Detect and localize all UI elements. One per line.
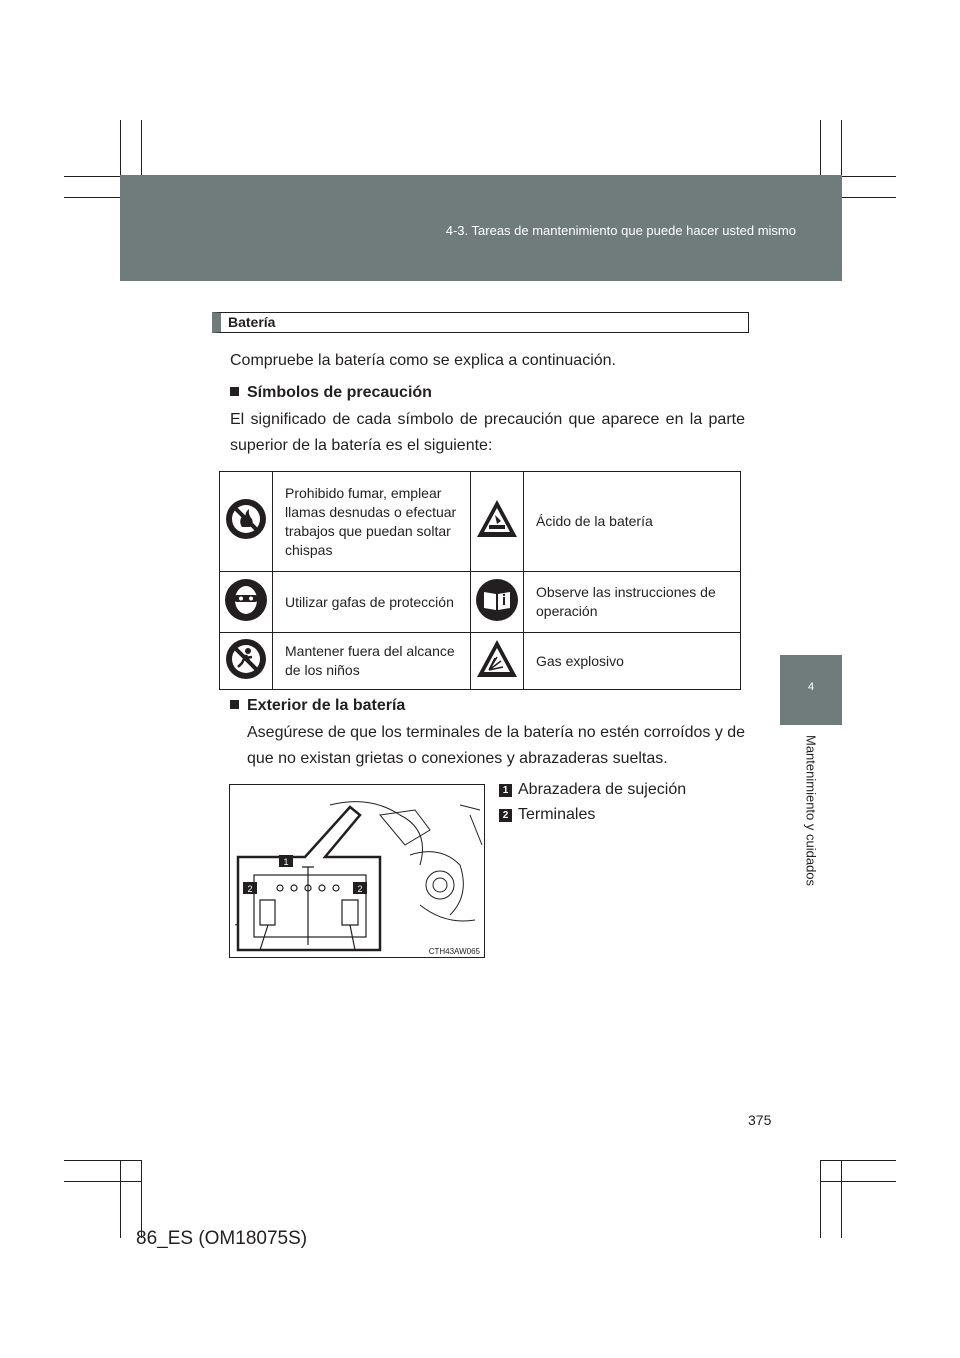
illustration-code: CTH43AW065 <box>428 947 480 956</box>
callout-1: 1 <box>283 857 289 867</box>
chapter-tab-label: Mantenimiento y cuidados <box>803 735 819 887</box>
symbols-table <box>219 471 741 690</box>
crop-mark <box>64 1160 142 1161</box>
symbol-cell <box>220 472 273 572</box>
symbol-label: Ácido de la batería <box>524 472 741 572</box>
table-row <box>220 633 741 690</box>
table-row <box>220 572 741 633</box>
symbol-label: Gas explosivo <box>524 633 741 690</box>
table-row <box>220 472 741 572</box>
keep-away-children-icon <box>224 637 268 681</box>
crop-mark <box>120 1160 121 1238</box>
chapter-tab <box>780 655 842 725</box>
no-fire-icon <box>224 497 268 541</box>
crop-mark <box>820 1160 896 1161</box>
explosive-gas-icon <box>475 637 519 681</box>
symbol-cell <box>220 633 273 690</box>
legend-label: Terminales <box>518 806 596 823</box>
symbols-heading: Símbolos de precaución <box>230 380 432 406</box>
symbol-cell <box>471 633 524 690</box>
battery-drawing <box>230 785 484 957</box>
chapter-number: 4 <box>807 681 815 693</box>
page-number: 375 <box>748 1112 772 1128</box>
callout-2: 2 <box>357 884 363 894</box>
symbol-cell <box>220 572 273 633</box>
symbol-label: Mantener fuera del alcance de los niños <box>273 633 471 690</box>
bullet-square <box>230 387 239 396</box>
battery-acid-icon <box>475 497 519 541</box>
chapter-title: 4-3. Tareas de mantenimiento que puede hacer usted mismo <box>445 223 796 238</box>
crop-mark <box>64 1181 142 1182</box>
symbol-cell <box>471 472 524 572</box>
exterior-description: Asegúrese de que los terminales de la batería no estén corroídos y de que no existan grietas o conexiones y abrazaderas sueltas. <box>247 724 746 767</box>
legend-item <box>499 781 686 799</box>
battery-illustration <box>229 784 485 958</box>
symbols-description: El significado de cada símbolo de precaución que aparece en la parte superior de la batería es el siguiente: <box>230 411 745 454</box>
callout-2: 2 <box>247 884 253 894</box>
crop-mark <box>141 1160 142 1238</box>
section-title: Batería <box>228 314 276 330</box>
operating-instructions-icon <box>475 578 519 622</box>
legend-number: 1 <box>499 784 512 797</box>
intro-text: Compruebe la batería como se explica a continuación. <box>230 352 616 369</box>
crop-mark <box>820 1160 821 1238</box>
crop-mark <box>820 1181 896 1182</box>
bullet-square <box>230 700 239 709</box>
symbol-label: Observe las instrucciones de operación <box>524 572 741 633</box>
symbol-label: Utilizar gafas de protección <box>273 572 471 633</box>
crop-mark <box>841 1160 842 1238</box>
symbol-label: Prohibido fumar, emplear llamas desnudas o efectuar trabajos que puedan soltar chispas <box>273 472 471 572</box>
section-heading <box>212 312 749 333</box>
document-code: 86_ES (OM18075S) <box>136 1228 308 1249</box>
legend-label: Abrazadera de sujeción <box>518 781 687 798</box>
chapter-header <box>120 175 842 281</box>
symbol-cell <box>471 572 524 633</box>
exterior-heading: Exterior de la batería <box>230 693 405 719</box>
legend-number: 2 <box>499 809 512 822</box>
safety-goggles-icon <box>224 578 268 622</box>
legend-item <box>499 806 595 824</box>
